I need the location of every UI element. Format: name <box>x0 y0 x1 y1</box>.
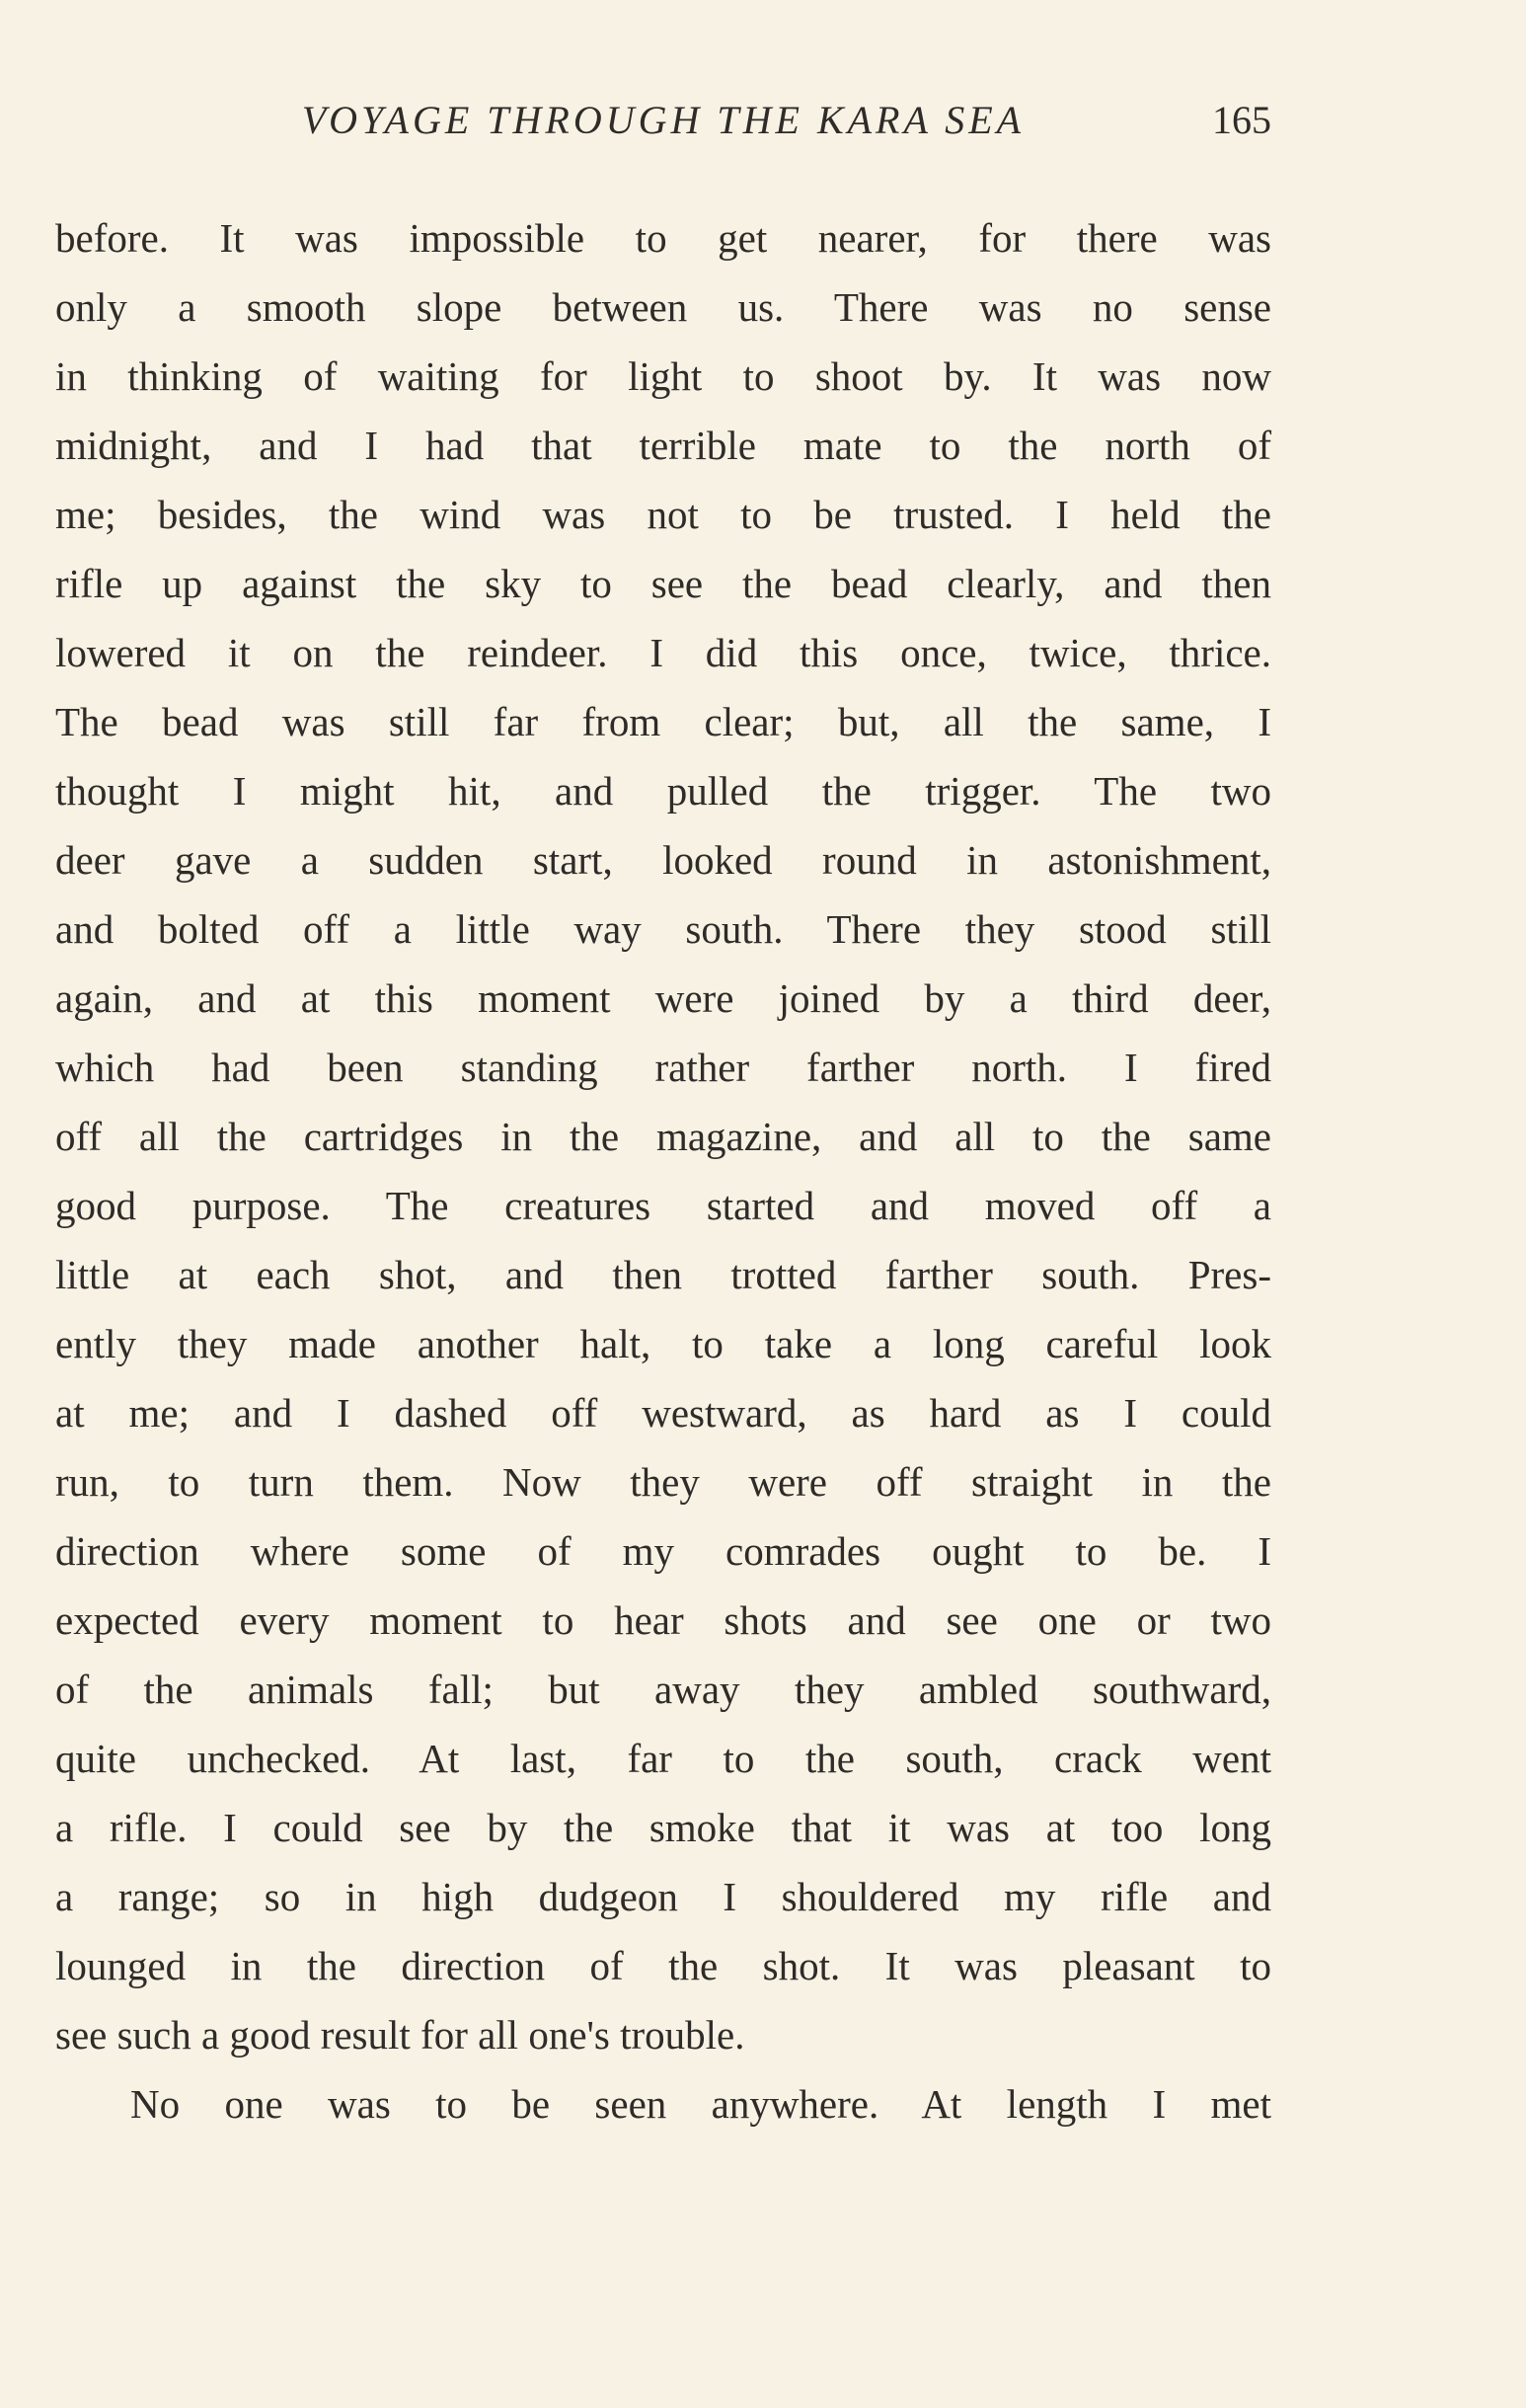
text-line: thought I might hit, and pulled the trigger. The two <box>55 768 1271 814</box>
text-line: lowered it on the reindeer. I did this once, twice, thrice. <box>55 630 1271 675</box>
paragraph-1 <box>55 203 1271 2069</box>
paragraph-2 <box>55 2069 1271 2138</box>
text-line: lounged in the direction of the shot. It was pleasant to <box>55 1943 1271 1988</box>
text-line: direction where some of my comrades ought to be. I <box>55 1528 1271 1574</box>
text-line: in thinking of waiting for light to shoot by. It was now <box>55 353 1271 399</box>
text-line: see such a good result for all one's trouble. <box>55 2012 745 2058</box>
running-head <box>55 91 1271 150</box>
text-line: a range; so in high dudgeon I shouldered my rifle and <box>55 1874 1271 1919</box>
text-line: run, to turn them. Now they were off straight in the <box>55 1459 1271 1505</box>
text-line: only a smooth slope between us. There was no sense <box>55 284 1271 330</box>
text-line: and bolted off a little way south. There they stood still <box>55 906 1271 952</box>
text-line: rifle up against the sky to see the bead clearly, and then <box>55 561 1271 606</box>
text-line: The bead was still far from clear; but, all the same, I <box>55 699 1271 744</box>
body-text <box>55 203 1271 2138</box>
text-line: at me; and I dashed off westward, as hard as I could <box>55 1390 1271 1436</box>
text-line: good purpose. The creatures started and moved off a <box>55 1183 1271 1228</box>
text-line: of the animals fall; but away they ambled southward, <box>55 1667 1271 1712</box>
text-line: off all the cartridges in the magazine, and all to the same <box>55 1114 1271 1159</box>
text-line: little at each shot, and then trotted farther south. Pres- <box>55 1252 1271 1297</box>
text-line: before. It was impossible to get nearer, for there was <box>55 215 1271 261</box>
text-line: ently they made another halt, to take a long careful look <box>55 1321 1271 1366</box>
text-line: No one was to be seen anywhere. At length I met <box>130 2081 1271 2127</box>
text-line: again, and at this moment were joined by a third deer, <box>55 975 1271 1021</box>
text-line: quite unchecked. At last, far to the south, crack went <box>55 1736 1271 1781</box>
text-line: me; besides, the wind was not to be trusted. I held the <box>55 492 1271 537</box>
text-line: which had been standing rather farther north. I fired <box>55 1045 1271 1090</box>
text-line: a rifle. I could see by the smoke that it was at too long <box>55 1805 1271 1850</box>
text-line: deer gave a sudden start, looked round in astonishment, <box>55 837 1271 883</box>
page-number: 165 <box>1212 98 1271 142</box>
text-line: midnight, and I had that terrible mate to the north of <box>55 423 1271 468</box>
text-line: expected every moment to hear shots and see one or two <box>55 1597 1271 1643</box>
running-title: VOYAGE THROUGH THE KARA SEA <box>301 98 1026 142</box>
